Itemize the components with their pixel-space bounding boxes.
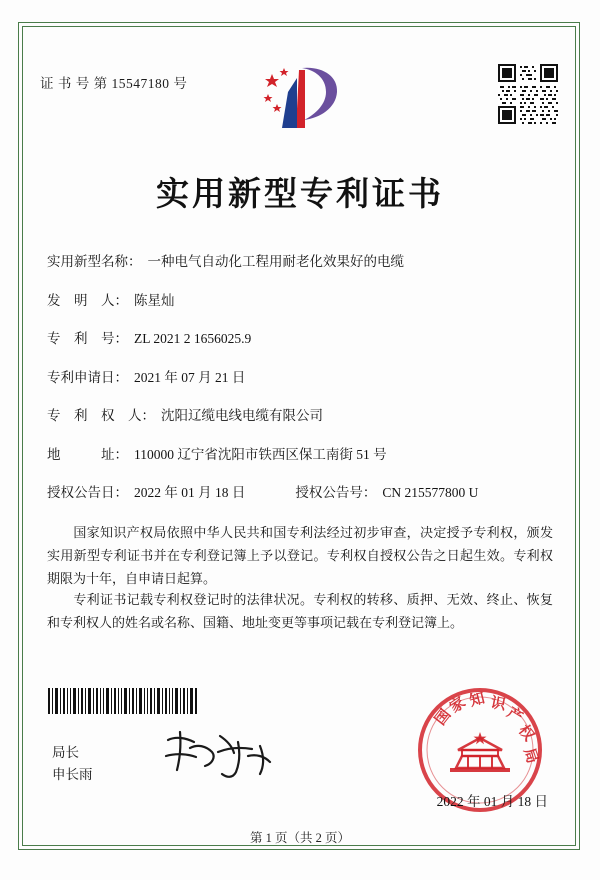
field-label-patentee: 专 利 权 人： — [47, 408, 155, 423]
field-label-application-date: 专利申请日： — [47, 369, 128, 385]
qr-code — [498, 64, 558, 124]
field-label-address: 地 址： — [47, 446, 128, 462]
paragraph-legal-status-text: 专利证书记载专利权登记时的法律状况。专利权的转移、质押、无效、终止、恢复和专利权人的姓名或名称、国籍、地址变更等事项记载在专利登记簿上。 — [47, 592, 553, 630]
cnipa-logo-icon — [258, 62, 348, 134]
svg-text:产: 产 — [503, 703, 527, 727]
field-label-grant-date: 授权公告日： — [47, 485, 128, 500]
paragraph-legal-status — [47, 588, 553, 634]
field-row-invention-name — [47, 250, 553, 270]
field-value-grant-number: CN 215577800 U — [382, 485, 479, 500]
field-label-grant-number: 授权公告号： — [295, 485, 377, 500]
field-row-patentee — [47, 404, 553, 424]
barcode — [48, 688, 198, 714]
field-row-address — [47, 443, 553, 463]
director-label: 局长 — [52, 745, 79, 760]
seal-date: 2022 年 01 月 18 日 — [436, 794, 548, 809]
svg-text:识: 识 — [489, 693, 508, 714]
paragraph-grant-statement — [47, 521, 553, 590]
field-label-patent-number: 专 利 号： — [47, 331, 128, 346]
field-list — [47, 250, 553, 520]
field-value-address: 110000 辽宁省沈阳市铁西区保工南街 51 号 — [134, 446, 387, 462]
svg-text:局: 局 — [520, 745, 542, 766]
svg-text:权: 权 — [514, 721, 539, 745]
field-value-inventor: 陈星灿 — [134, 292, 175, 308]
field-value-patentee: 沈阳辽缆电线电缆有限公司 — [161, 408, 323, 423]
field-label-inventor: 发 明 人： — [47, 292, 128, 308]
handwritten-signature — [160, 726, 280, 782]
field-row-application-date — [47, 366, 553, 386]
field-label-invention-name: 实用新型名称： — [47, 254, 142, 269]
field-row-patent-number — [47, 327, 553, 347]
field-row-grant — [47, 481, 553, 501]
field-value-patent-number: ZL 2021 2 1656025.9 — [134, 331, 252, 346]
svg-text:国: 国 — [430, 705, 455, 729]
field-value-application-date: 2021 年 07 月 21 日 — [134, 369, 246, 385]
field-value-grant-date: 2022 年 01 月 18 日 — [134, 485, 246, 500]
svg-text:知: 知 — [467, 688, 487, 710]
certificate-number: 证 书 号 第 15547180 号 — [40, 76, 188, 91]
field-row-inventor — [47, 289, 553, 309]
director-block — [52, 742, 93, 786]
field-value-invention-name: 一种电气自动化工程用耐老化效果好的电缆 — [147, 254, 404, 269]
paragraph-grant-statement-text: 国家知识产权局依照中华人民共和国专利法经过初步审查，决定授予专利权，颁发实用新型专利证书并在专利登记簿上予以登记。专利权自授权公告之日起生效。专利权期限为十年，自申请日起算。 — [47, 525, 553, 586]
svg-text:家: 家 — [446, 692, 469, 717]
director-name: 申长雨 — [52, 767, 93, 782]
page-title: 实用新型专利证书 — [156, 174, 444, 213]
page-number: 第 1 页（共 2 页） — [249, 831, 350, 845]
